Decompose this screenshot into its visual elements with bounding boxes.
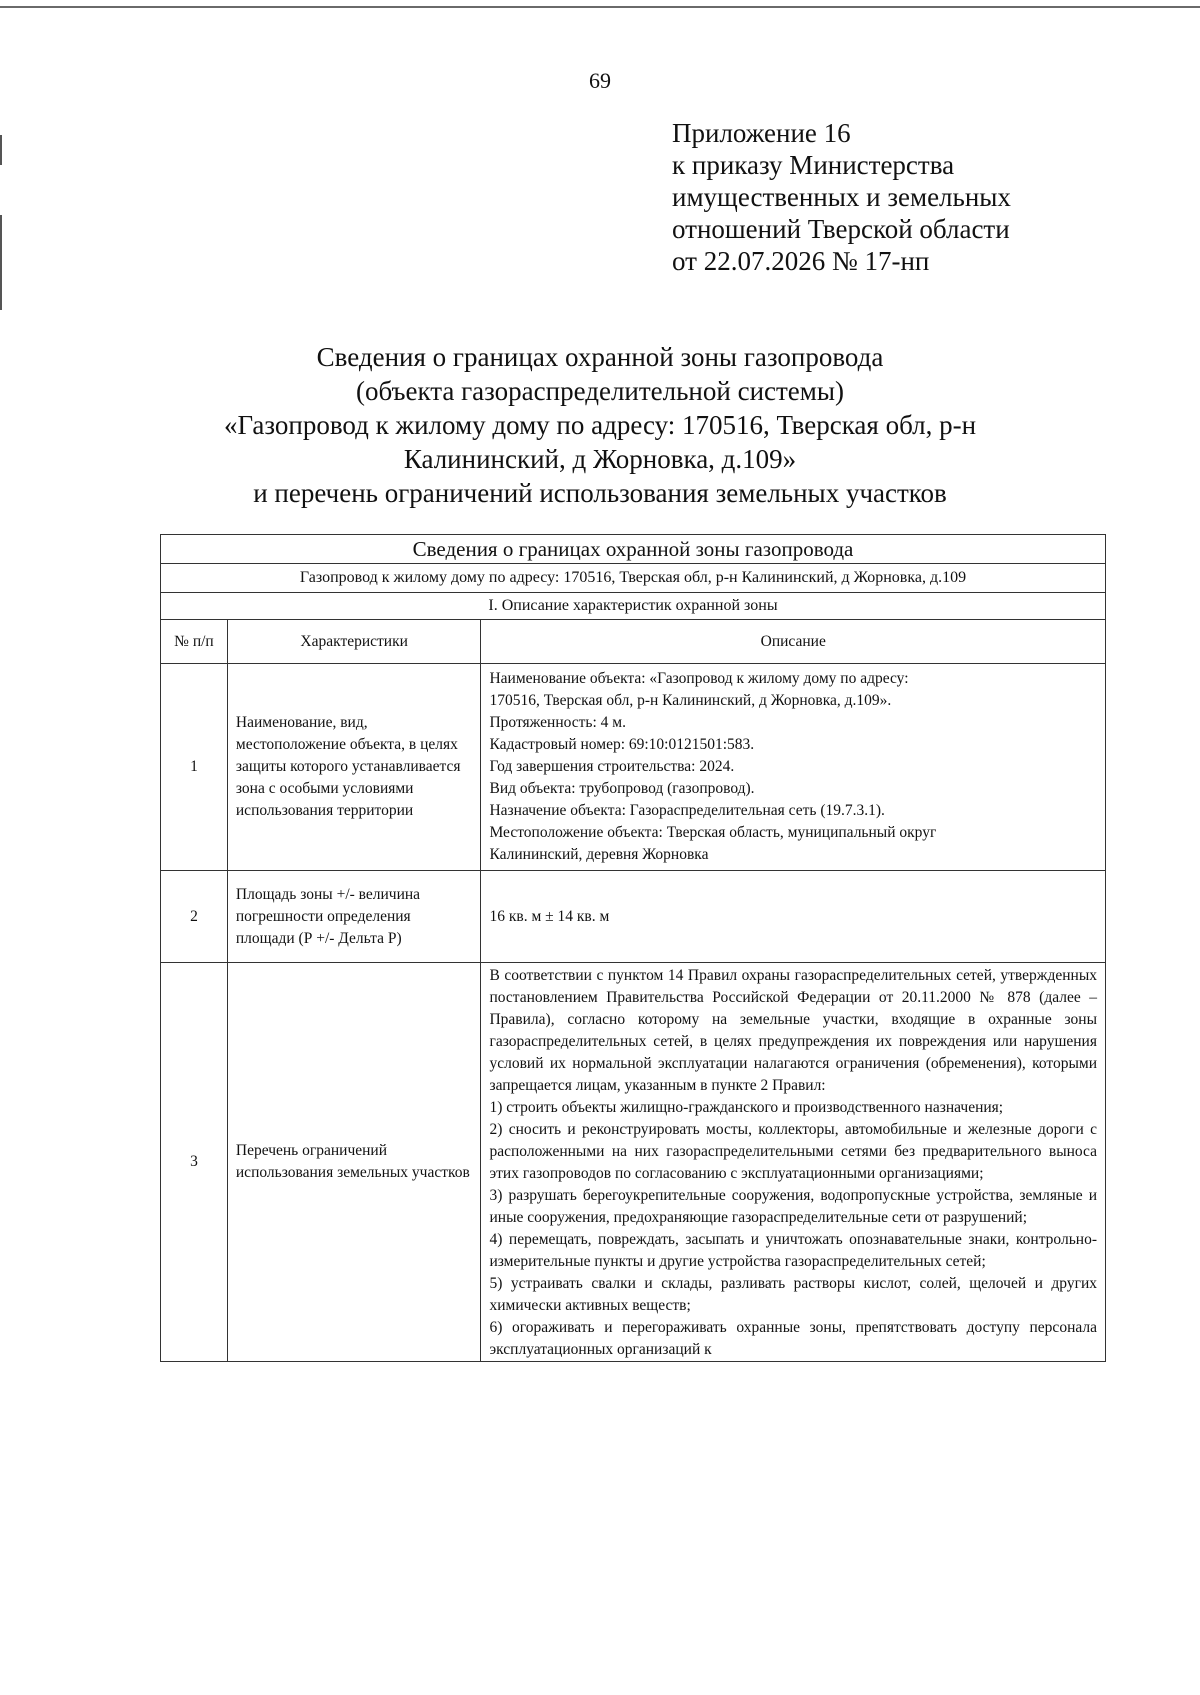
restriction-item: 3) разрушать берегоукрепительные сооружения, водопропускные устройства, земляные и иные сооружения, предохраняющие газораспределительные сети от разрушений; [489,1187,1097,1226]
protection-zone-table [160,534,1106,1362]
appendix-line: отношений Тверской области [672,214,1010,244]
description-line: Год завершения строительства: 2024. [489,758,735,775]
restriction-item: 2) сносить и реконструировать мосты, коллекторы, автомобильные и железные дороги с расположенными на них газораспределительными сетями без предварительного выноса этих газопроводов по согласованию с эксплуатационными организациями; [489,1121,1097,1182]
column-header-characteristics: Характеристики [227,620,481,664]
description-line: Протяженность: 4 м. [489,714,626,731]
description-line: Наименование объекта: «Газопровод к жилому дому по адресу: [489,670,909,687]
description-line: Калининский, деревня Жорновка [489,846,709,863]
restriction-paragraph: В соответствии с пунктом 14 Правил охраны газораспределительных сетей, утвержденных постановлением Правительства Российской Федерации от 20.11.2000 № 878 (далее – Правила), согласно которому на земельные участки, входящие в охранные зоны газораспределительных сетей, в целях предупреждения их повреждения или нарушения условий их нормальной эксплуатации налагаются ограничения (обременения), которыми запрещается лицам, указанным в пункте 2 Правил: [489,967,1097,1094]
row-characteristic: Перечень ограничений использования земельных участков [227,963,481,1362]
scan-margin-mark [0,135,2,165]
restriction-item: 5) устраивать свалки и склады, разливать растворы кислот, солей, щелочей и других химически активных веществ; [489,1275,1097,1314]
table-object-header: Газопровод к жилому дому по адресу: 170516, Тверская обл, р-н Калининский, д Жорновка, д.109 [161,564,1106,593]
title-line: (объекта газораспределительной системы) [355,376,845,406]
title-line: и перечень ограничений использования земельных участков [253,478,947,508]
description-line: 170516, Тверская обл, р-н Калининский, д Жорновка, д.109». [489,692,892,709]
table-row [161,963,1106,1362]
page-number: 69 [589,68,611,93]
title-line: Сведения о границах охранной зоны газопровода [316,342,884,372]
appendix-line: к приказу Министерства [672,150,955,180]
row-description: 16 кв. м ± 14 кв. м [481,871,1106,963]
row-description [481,664,1106,871]
column-header-number: № п/п [161,620,228,664]
appendix-block [672,117,1092,277]
row-number: 3 [161,963,228,1362]
description-line: Кадастровый номер: 69:10:0121501:583. [489,736,755,753]
table-main-header: Сведения о границах охранной зоны газопровода [161,535,1106,564]
scan-top-edge [0,6,1200,8]
appendix-line: имущественных и земельных [672,182,1011,212]
description-line: Вид объекта: трубопровод (газопровод). [489,780,755,797]
description-line: Местоположение объекта: Тверская область, муниципальный округ [489,824,937,841]
row-characteristic: Площадь зоны +/- величина погрешности определения площади (Р +/- Дельта Р) [227,871,481,963]
title-line: Калининский, д Жорновка, д.109» [403,444,797,474]
title-line: «Газопровод к жилому дому по адресу: 170516, Тверская обл, р-н [223,410,977,440]
row-description [481,963,1106,1362]
column-header-description: Описание [481,620,1106,664]
table-row [161,871,1106,963]
table-section-title: I. Описание характеристик охранной зоны [161,593,1106,620]
row-number: 2 [161,871,228,963]
restriction-item: 4) перемещать, повреждать, засыпать и уничтожать опознавательные знаки, контрольно-измерительные пункты и другие устройства газораспределительных сетей; [489,1231,1097,1270]
row-characteristic: Наименование, вид, местоположение объекта, в целях защиты которого устанавливается зона с особыми условиями использования территории [227,664,481,871]
row-number: 1 [161,664,228,871]
document-title [150,340,1050,510]
appendix-line: Приложение 16 [672,118,851,148]
description-line: Назначение объекта: Газораспределительная сеть (19.7.3.1). [489,802,885,819]
appendix-line: от 22.07.2026 № 17-нп [672,246,930,276]
restriction-item: 6) огораживать и перегораживать охранные зоны, препятствовать доступу персонала эксплуатационных организаций к [489,1319,1097,1358]
restriction-item: 1) строить объекты жилищно-гражданского и производственного назначения; [489,1099,1004,1116]
table-row [161,664,1106,871]
scan-margin-mark [0,215,2,310]
